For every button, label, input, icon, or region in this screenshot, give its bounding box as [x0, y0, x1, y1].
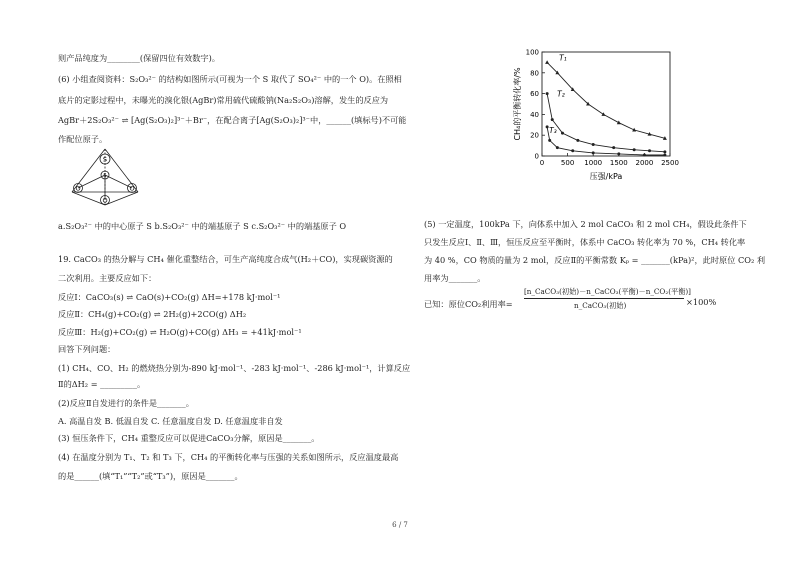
- line-q5-c: 为 40 %，CO 物质的量为 2 mol，反应Ⅱ的平衡常数 Kₚ = _______(kPa)²，此时原位 CO₂ 利: [424, 255, 766, 265]
- x-tick-label: 2500: [661, 159, 679, 167]
- reaction-1: 反应Ⅰ：CaCO₃(s) ⇌ CaO(s)+CO₂(g) ΔH=+178 kJ·mol⁻¹: [58, 292, 281, 302]
- plot-frame: [542, 52, 670, 156]
- line-purity: 则产品纯度为________(保留四位有效数字)。: [58, 53, 220, 63]
- x-tick-label: 500: [560, 159, 575, 167]
- x-tick-label: 2000: [635, 159, 654, 167]
- line-ask: 回答下列问题：: [58, 344, 116, 354]
- line-q3: (3) 恒压条件下，CH₄ 重整反应可以促进CaCO₃分解，原因是_______。: [58, 433, 320, 443]
- series-label-3: T₃: [549, 125, 557, 135]
- y-tick-label: 0: [534, 152, 539, 161]
- line-q5: (5) 一定温度，100kPa 下，向体系中加入 2 mol CaCO₃ 和 2 mol CH₄，假设此条件下: [424, 219, 747, 229]
- data-point: [601, 112, 605, 116]
- x-tick-label: 1000: [584, 159, 603, 167]
- reaction-2: 反应Ⅱ：CH₄(g)+CO₂(g) ⇌ 2H₂(g)+2CO(g) ΔH₂: [58, 309, 247, 319]
- data-point: [663, 153, 666, 156]
- line-q1: (1) CH₄、CO、H₂ 的燃烧热分别为-890 kJ·mol⁻¹、-283 kJ·mol⁻¹、-286 kJ·mol⁻¹，计算反应: [58, 363, 411, 373]
- data-point: [571, 149, 574, 152]
- atom-label-o-bottom: O: [102, 196, 108, 205]
- data-point: [576, 139, 579, 142]
- thiosulfate-structure-diagram: [66, 145, 144, 210]
- conversion-pressure-chart: [512, 46, 684, 184]
- line-q6-tail: 作配位原子。: [58, 134, 108, 144]
- y-tick-label: 100: [525, 48, 539, 57]
- formula-denominator: n_CaCO₃(初始): [574, 301, 627, 310]
- line-q2-options: A. 高温自发 B. 低温自发 C. 任意温度自发 D. 任意温度非自发: [58, 416, 283, 426]
- page-number: 6 / 7: [392, 521, 408, 529]
- line-q19-intro: 19. CaCO₃ 的热分解与 CH₄ 催化重整结合，可生产高纯度合成气(H₂＋CO)，实现碳资源的: [58, 254, 393, 264]
- atom-label-s-center: S: [103, 173, 107, 179]
- y-tick-label: 40: [530, 110, 539, 119]
- series-label-1: T₁: [559, 53, 567, 63]
- data-point: [633, 148, 636, 151]
- line-q2: (2)反应Ⅱ自发进行的条件是_______。: [58, 398, 194, 408]
- data-point: [612, 146, 615, 149]
- series-layer: [545, 53, 667, 156]
- reaction-3: 反应Ⅲ：H₂(g)+CO₂(g) ⇌ H₂O(g)+CO(g) ΔH₃ = +41kJ·mol⁻¹: [58, 327, 302, 337]
- fraction-bar: [524, 298, 684, 299]
- data-point: [592, 143, 595, 146]
- data-point: [551, 118, 554, 121]
- data-point: [592, 151, 595, 154]
- data-point: [548, 139, 551, 142]
- data-point: [648, 149, 651, 152]
- x-tick-label: 1500: [609, 159, 628, 167]
- line-q5-b: 只发生反应Ⅰ、Ⅱ、Ⅲ，恒压反应至平衡时，体系中 CaCO₃ 转化率为 70 %，CH₄ 转化率: [424, 237, 746, 247]
- x-tick-label: 0: [539, 159, 545, 167]
- atom-label-o-right: O: [129, 184, 135, 193]
- line-q6-options: a.S₂O₃²⁻ 中的中心原子 S b.S₂O₃²⁻ 中的端基原子 S c.S₂O₃²⁻ 中的端基原子 O: [58, 221, 347, 231]
- formula-times: ×100%: [686, 297, 717, 307]
- y-tick-label: 60: [530, 90, 539, 99]
- series-label-2: T₂: [557, 89, 565, 99]
- data-point: [617, 152, 620, 155]
- line-q19-intro-2: 二次利用。主要反应如下：: [58, 273, 157, 283]
- data-point: [546, 92, 549, 95]
- series-line-2: [547, 94, 665, 152]
- formula-numerator: [n_CaCO₃(初始)－n_CaCO₃(平衡)－n_CO₂(平衡)]: [524, 287, 691, 296]
- line-q5-d: 用率为_______。: [424, 273, 486, 283]
- y-tick-label: 80: [530, 69, 539, 78]
- y-tick-label: 20: [530, 131, 539, 140]
- line-q6-context: 底片的定影过程中，未曝光的溴化银(AgBr)常用硫代硫酸钠(Na₂S₂O₃)溶解，发生的反应为: [58, 95, 389, 105]
- line-q1-b: Ⅱ的ΔH₂ = _________。: [58, 379, 146, 389]
- x-axis-label: 压强/kPa: [589, 172, 623, 181]
- series-line-1: [547, 62, 665, 138]
- atom-label-s-top: S: [102, 155, 108, 164]
- data-point: [561, 132, 564, 135]
- y-axis-label: CH₄的平衡转化率/%: [513, 67, 522, 141]
- data-point: [643, 153, 646, 156]
- data-point: [545, 60, 549, 64]
- data-point: [663, 150, 666, 153]
- line-q6-reaction: AgBr＋2S₂O₃²⁻ ⇌ [Ag(S₂O₃)₂]³⁻＋Br⁻，在配合离子[Ag(S₂O₃)₂]³⁻中，______(填标号)不可能: [58, 115, 407, 125]
- known-formula-label: 已知：原位CO₂利用率=: [424, 299, 513, 309]
- line-q4: (4) 在温度分别为 T₁、T₂ 和 T₃ 下，CH₄ 的平衡转化率与压强的关系如图所示，反应温度最高: [58, 452, 399, 462]
- line-q6-intro: (6) 小组查阅资料：S₂O₃²⁻ 的结构如图所示(可视为一个 S 取代了 SO₄²⁻ 中的一个 O)。在照相: [58, 74, 402, 84]
- line-q4-b: 的是______(填“T₁”“T₂”或“T₃”)，原因是_______。: [58, 471, 243, 481]
- data-point: [556, 146, 559, 149]
- atom-label-o-left: O: [75, 184, 81, 193]
